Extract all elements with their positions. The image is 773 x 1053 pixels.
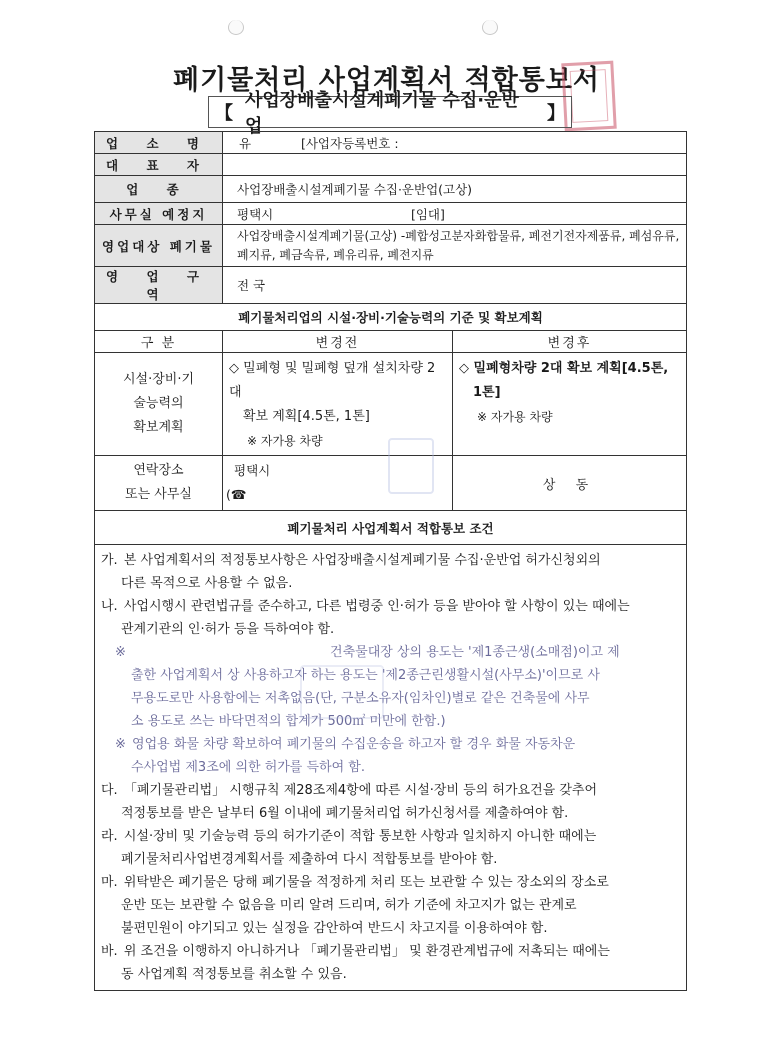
label-office-location: 사무실 예정지 xyxy=(95,203,223,225)
subtitle-open-bracket: 【 xyxy=(215,103,233,124)
condition-line: 수사업법 제3조에 의한 허가를 득하여 함. xyxy=(131,760,365,775)
contact-label-line: 연락장소 xyxy=(133,463,184,478)
condition-head: 다. xyxy=(101,783,118,798)
plan-before-line: ◇ 밀폐형 및 밀폐형 덮개 설치차량 2대 xyxy=(229,361,436,400)
condition-head: 마. xyxy=(101,875,118,890)
condition-head: 라. xyxy=(101,829,118,844)
label-business-name: 업 소 명 xyxy=(95,132,223,154)
faint-seal-mark xyxy=(388,438,434,494)
value-representative xyxy=(223,154,687,176)
label-representative: 대 표 자 xyxy=(95,154,223,176)
punch-hole-right xyxy=(482,20,498,35)
plan-after-line: ◇ 밀폐형차량 2대 확보 계획[4.5톤, xyxy=(459,361,669,376)
condition-item xyxy=(101,595,680,641)
business-reg-number: [사업자등록번호 : xyxy=(300,135,399,151)
condition-line: 다른 목적으로 사용할 수 없음. xyxy=(121,576,293,591)
row-facility-header xyxy=(95,331,687,353)
condition-item xyxy=(101,940,680,986)
condition-line: 무용도로만 사용함에는 저촉없음(단, 구분소유자(임차인)별로 같은 건축물에 사무 xyxy=(131,691,590,706)
value-business-area: 전 국 xyxy=(223,267,687,304)
condition-line: 본 사업계획서의 적정통보사항은 사업장배출시설계폐기물 수집·운반업 허가신청외의 xyxy=(123,553,601,568)
row-business-area xyxy=(95,267,687,304)
facility-label-line: 술능력의 xyxy=(133,396,184,411)
facility-label-line: 확보계획 xyxy=(133,420,184,435)
facility-label-line: 시설·장비·기 xyxy=(122,372,195,387)
office-lease-type: [임대] xyxy=(410,206,445,222)
contact-after: 상 동 xyxy=(453,456,687,511)
condition-line: 운반 또는 보관할 수 없음을 미리 알려 드리며, 허가 기준에 차고지가 없는 관계로 xyxy=(121,898,577,913)
subtitle-text: 사업장배출시설계폐기물 수집·운반업 xyxy=(245,90,519,137)
condition-note xyxy=(101,733,680,779)
row-conditions xyxy=(95,545,687,991)
plan-before-line: 확보 계획[4.5톤, 1톤] xyxy=(243,409,370,424)
condition-line: 불편민원이 야기되고 있는 실정을 감안하여 반드시 차고지를 이용하여야 함. xyxy=(121,921,548,936)
condition-line: 관계기관의 인·허가 등을 득하여야 함. xyxy=(121,622,335,637)
document-title: 폐기물처리 사업계획서 적합통보서 xyxy=(172,65,601,96)
condition-item xyxy=(101,779,680,825)
contact-label-line: 또는 사무실 xyxy=(125,487,192,502)
condition-line: 「폐기물관리법」 시행규칙 제28조제4항에 따른 시설·장비 등의 허가요건을 갖추어 xyxy=(123,783,598,798)
condition-line: 사업시행시 관련법규를 준수하고, 다른 법령중 인·허가 등을 받아야 할 사항이 있는 때에는 xyxy=(123,599,630,614)
document-subtitle xyxy=(208,90,572,137)
value-office-location xyxy=(223,203,687,225)
label-facility-plan xyxy=(95,353,223,456)
condition-line: 출한 사업계획서 상 사용하고자 하는 용도는 '제2종근린생활시설(사무소)'이므로 사 xyxy=(131,668,600,683)
conditions-list xyxy=(95,545,687,991)
col-header-before: 변경전 xyxy=(223,331,453,353)
contact-before-phone: (☎ xyxy=(226,487,247,502)
condition-line: 폐기물처리사업변경계획서를 제출하여 다시 적합통보를 받아야 함. xyxy=(121,852,498,867)
row-facility-title xyxy=(95,304,687,331)
condition-item xyxy=(101,549,680,595)
condition-line: 동 사업계획 적정통보를 취소할 수 있음. xyxy=(121,967,347,982)
condition-note xyxy=(101,641,680,733)
plan-after-line: 1톤] xyxy=(473,385,501,400)
col-header-after: 변경후 xyxy=(453,331,687,353)
punch-hole-left xyxy=(228,20,244,35)
condition-line: 영업용 화물 차량 확보하여 폐기물의 수집운송을 하고자 할 경우 화물 자동차운 xyxy=(132,737,576,752)
contact-before-city: 평택시 xyxy=(234,463,271,478)
condition-line: 위 조건을 이행하지 아니하거나 「폐기물관리법」 및 환경관계법규에 저촉되는 때에는 xyxy=(123,944,610,959)
office-city: 평택시 xyxy=(237,206,274,222)
condition-head: ※ xyxy=(115,737,126,752)
label-target-waste: 영업대상 폐기물 xyxy=(95,225,223,267)
faint-seal-mark xyxy=(300,665,384,719)
condition-head: 가. xyxy=(101,553,118,568)
business-name-value: 유 xyxy=(239,135,252,151)
label-business-area: 영 업 구 역 xyxy=(95,267,223,304)
subtitle-close-bracket: 】 xyxy=(547,103,565,124)
condition-line: 적정통보를 받은 날부터 6월 이내에 폐기물처리업 허가신청서를 제출하여야 함. xyxy=(121,806,569,821)
condition-line: 위탁받은 폐기물은 당해 폐기물을 적정하게 처리 또는 보관할 수 있는 장소외의 장소로 xyxy=(123,875,609,890)
row-office-location xyxy=(95,203,687,225)
value-business-type: 사업장배출시설계폐기물 수집·운반업(고상) xyxy=(223,176,687,203)
plan-before-note: ※ 자가용 차량 xyxy=(247,434,323,448)
condition-item xyxy=(101,871,680,940)
plan-after-note: ※ 자가용 차량 xyxy=(477,410,553,424)
condition-head: 나. xyxy=(101,599,118,614)
col-header-category: 구 분 xyxy=(95,331,223,353)
facility-section-title: 폐기물처리업의 시설·장비·기술능력의 기준 및 확보계획 xyxy=(95,304,687,331)
value-business-name xyxy=(223,132,687,154)
condition-head: 바. xyxy=(101,944,118,959)
condition-head: ※ xyxy=(115,645,126,660)
row-representative xyxy=(95,154,687,176)
row-business-type xyxy=(95,176,687,203)
row-business-name xyxy=(95,132,687,154)
label-contact xyxy=(95,456,223,511)
value-target-waste: 사업장배출시설계폐기물(고상) -폐합성고분자화합물류, 폐전기전자제품류, 폐섬유류, 폐지류, 폐금속류, 폐유리류, 폐전지류 xyxy=(223,225,687,267)
notice-table xyxy=(94,131,687,991)
condition-line: 건축물대장 상의 용도는 '제1종근생(소매점)이고 제 xyxy=(330,645,620,660)
condition-line: 소 용도로 쓰는 바닥면적의 합계가 500㎡ 미만에 한함.) xyxy=(131,714,446,729)
condition-item xyxy=(101,825,680,871)
conditions-title: 폐기물처리 사업계획서 적합통보 조건 xyxy=(95,511,687,545)
row-conditions-title xyxy=(95,511,687,545)
facility-plan-after xyxy=(453,353,687,456)
condition-line: 시설·장비 및 기술능력 등의 허가기준이 적합 통보한 사항과 일치하지 아니한 때에는 xyxy=(123,829,597,844)
row-target-waste xyxy=(95,225,687,267)
label-business-type: 업 종 xyxy=(95,176,223,203)
